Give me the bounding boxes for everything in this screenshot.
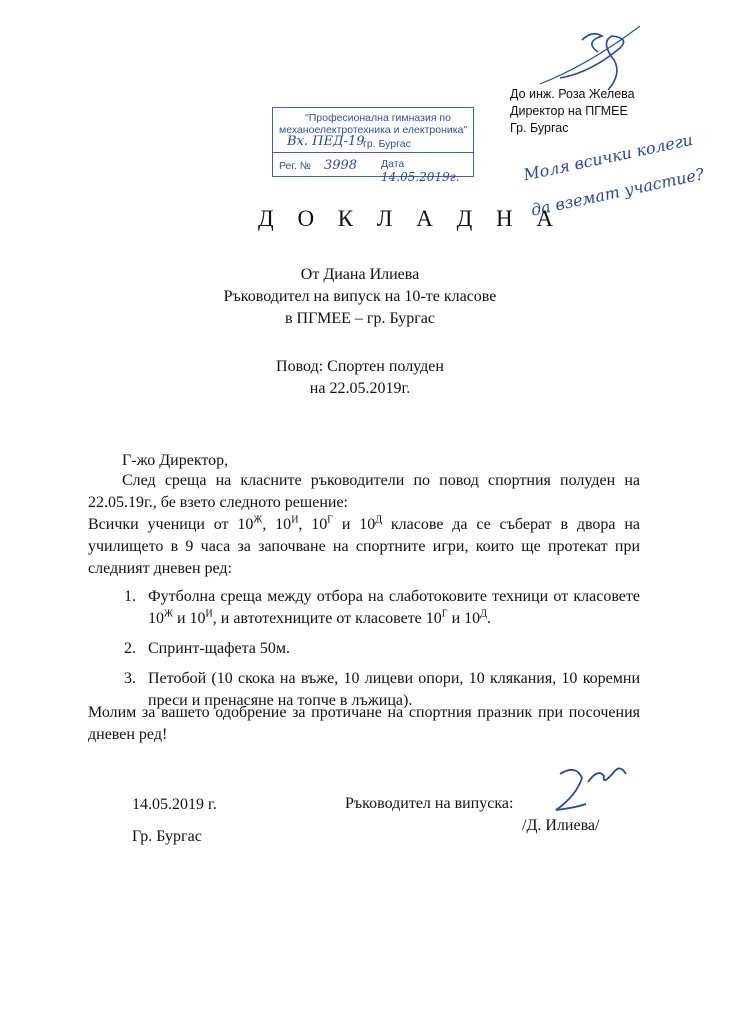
class-zh: Ж [253,514,263,526]
agenda-item-number: 2. [124,640,136,657]
recipient-block [510,86,635,137]
author-signature [540,762,630,822]
body-paragraph-2 [88,514,640,580]
recipient-line-3: Гр. Бургас [510,121,569,135]
subject-line-1: Повод: Спортен полуден [276,358,444,375]
item1-class-zh: Ж [164,608,173,620]
class-i: И [291,514,299,526]
para1-text: След среща на класните ръководители по повод спортния полуден на 22.05.19г., бе взето следното решение: [88,472,640,511]
stamp-date-label: Дата [381,158,405,170]
stamp-line-3: гр. Бургас [363,138,411,150]
item1-mid3: и 10 [447,610,481,627]
sender-block [160,264,560,330]
sender-line-3: в ПГМЕЕ – гр. Бургас [284,310,436,327]
closing-paragraph [88,702,640,746]
document-title: Д О К Л А Д Н А [258,206,563,231]
stamp-date [381,158,473,184]
item1-mid1: и 10 [172,610,206,627]
stamp-handwritten-mark: Вх. ПЕД-19 [287,134,365,149]
agenda-item-number: 1. [124,588,136,605]
agenda-item-2 [124,638,640,660]
item1-mid2: , и автотехниците от класовете 10 [212,610,442,627]
footer-date: 14.05.2019 г. [132,796,217,813]
para2-sep3: и 10 [333,516,376,533]
body-paragraph-1 [88,470,640,514]
para2-sep1: , 10 [262,516,292,533]
resolution-text: Моля всички колеги да вземат участие? [521,129,706,220]
sender-line-2: Ръководител на випуск на 10-те класове [223,288,497,305]
subject-line-2: на 22.05.2019г. [309,380,411,397]
stamp-line-1: "Професионална гимназия по [305,112,451,124]
para2-sep2: , 10 [298,516,328,533]
stamp-line-2: механоелектротехника и електроника" [279,124,468,136]
salutation: Г-жо Директор, [122,452,229,469]
item1-class-i: И [205,608,213,620]
para2-end: класове да се съберат в двора на училището в 9 часа за започване на спортните игри, които ще протекат при следният дневен ред: [88,516,641,577]
item1-class-g: Г [441,608,448,620]
stamp-reg-label: Рег. № [279,160,312,172]
stamp-divider [273,152,473,153]
stamp-reg-number: 3998 [323,158,358,173]
item1-class-d: Д [480,608,487,620]
item1-end: . [486,610,491,627]
item3-text: Петобой (10 скока на въже, 10 лицеви опори, 10 клякания, 10 коремни преси и пренасяне на топче в лъжица). [148,670,640,709]
stamp-reg [279,158,357,173]
registration-stamp [272,107,474,184]
director-signature [530,18,650,93]
signer-name: /Д. Илиева/ [522,817,600,834]
class-d: Д [375,514,383,526]
stamp-date-value: 14.05.2019г. [381,170,460,184]
item1-start: Футболна среща между отбора на слаботоковите техници от класовете 10 [148,588,640,627]
para2-start: Всички ученици от 10 [88,516,254,533]
agenda-list [124,586,640,712]
agenda-item-number: 3. [124,670,136,687]
subject-block [210,356,510,400]
recipient-line-2: Директор на ПГМЕЕ [510,104,628,118]
class-g: Г [327,514,334,526]
footer-city: Гр. Бургас [132,828,202,845]
closing-text: Молим за вашето одобрение за протичане на спортния празник при посочения дневен ред! [88,704,640,743]
signer-label: Ръководител на випуска: [345,795,514,812]
item2-text: Спринт-щафета 50м. [148,640,290,657]
recipient-line-1: До инж. Роза Желева [510,87,635,101]
sender-line-1: От Диана Илиева [300,266,420,283]
agenda-item-1 [124,586,640,630]
